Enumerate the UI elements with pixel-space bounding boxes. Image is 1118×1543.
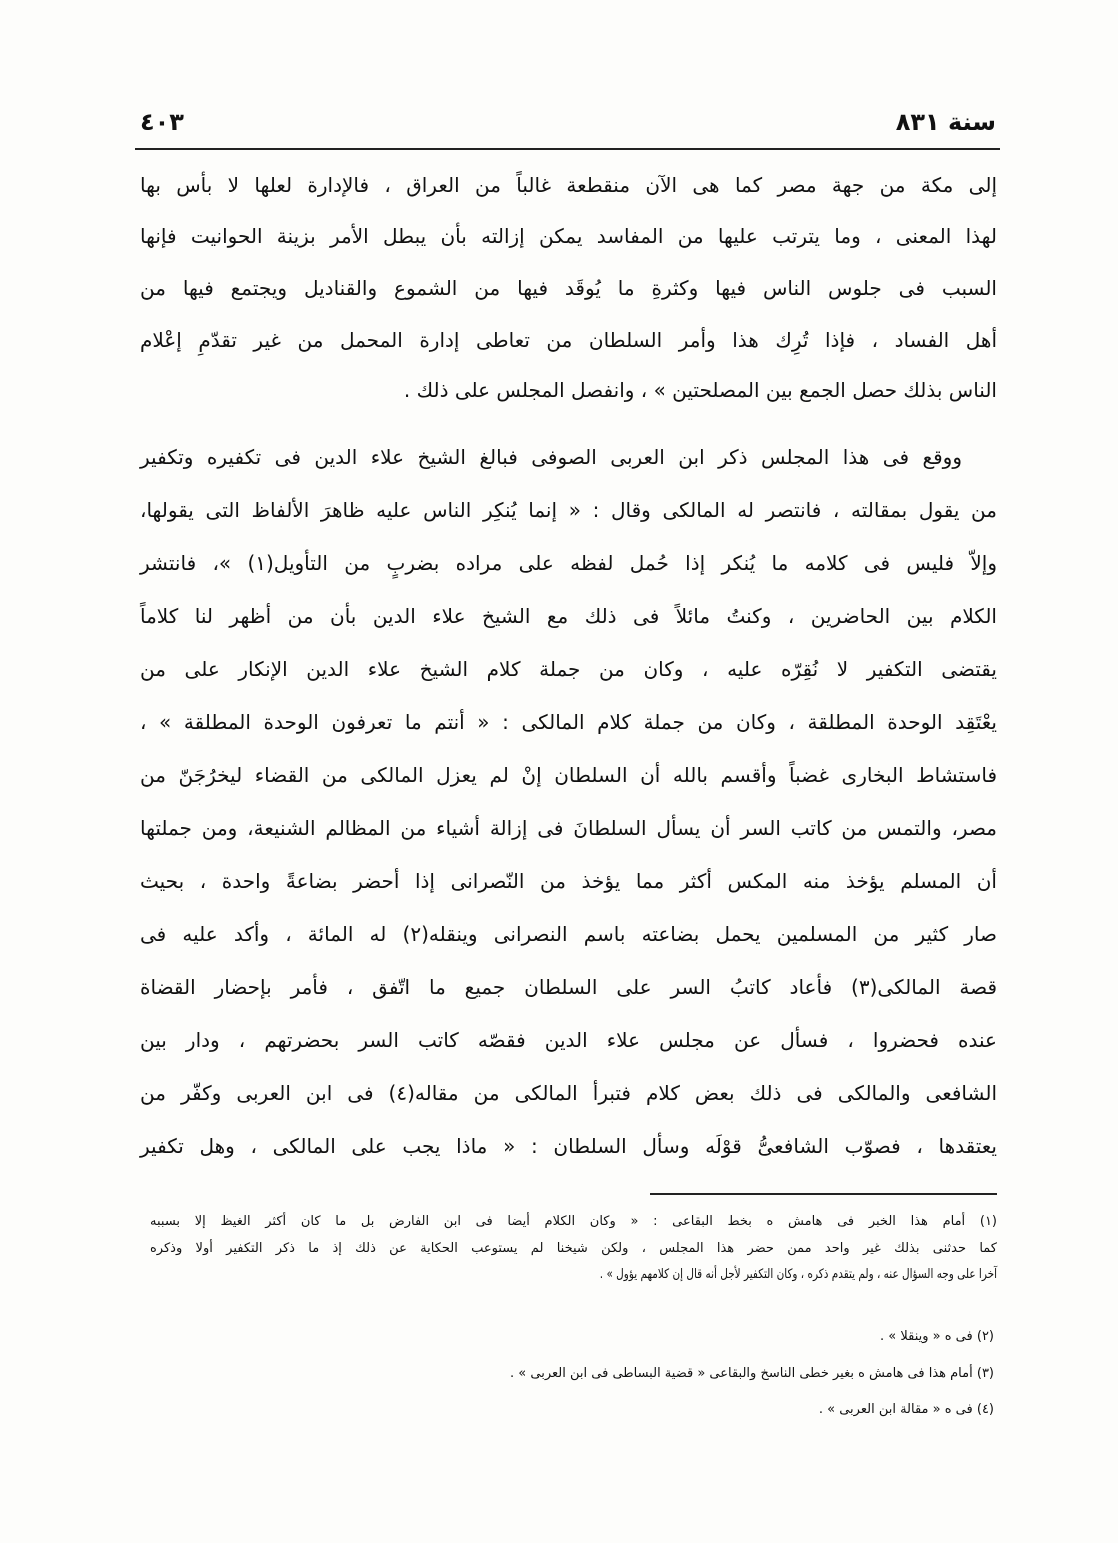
footnote-4: (٤) فى ه « مقالة ابن العربى » .	[818, 1402, 994, 1417]
text-line: قصة المالكى(٣) فأعاد كاتبُ السر على السلطان جميع ما اتّفق ، فأمر بإحضار القضاة	[140, 975, 998, 999]
text-line: مصر، والتمس من كاتب السر أن يسأل السلطانَ فى إزالة أشياء من المظالم الشنيعة، ومن جملتها	[140, 816, 997, 840]
text-line: السبب فى جلوس الناس فيها وكثرةِ ما يُوقَد فيها من الشموع والقناديل ويجتمع فيها من	[140, 276, 997, 300]
text-line: يقتضى التكفير لا نُقِرّه عليه ، وكان من جملة كلام الشيخ علاء الدين الإنكار على من	[140, 657, 997, 681]
footnote-rule	[650, 1193, 997, 1195]
text-line: عنده فحضروا ، فسأل عن مجلس علاء الدين فقصّه كاتب السر بحضرتهم ، ودار بين	[140, 1028, 997, 1052]
text-line: من يقول بمقالته ، فانتصر له المالكى وقال : « إنما يُنكِر الناس عليه ظاهرَ الألفاظ التى يقولها،	[140, 498, 997, 522]
text-line: الشافعى والمالكى فى ذلك بعض كلام فتبرأ المالكى من مقاله(٤) فى ابن العربى وكفّر من	[140, 1081, 997, 1105]
text-line: لهذا المعنى ، وما يترتب عليها من المفاسد يمكن إزالته بأن يبطل الأمر بزينة الحوانيت فإنها	[140, 224, 997, 248]
page-number: ٤٠٣	[140, 108, 184, 136]
text-line: الناس بذلك حصل الجمع بين المصلحتين » ، وانفصل المجلس على ذلك .	[403, 378, 997, 402]
footnote-1-line: كما حدثنى بذلك غير واحد ممن حضر هذا المجلس ، ولكن شيخنا لم يستوعب الحكاية عن ذلك إذ ما ذكر التكفير أولا وذكره	[150, 1241, 997, 1256]
text-line: يعْتَقِد الوحدة المطلقة ، وكان من جملة كلام المالكى : « أنتم ما تعرفون الوحدة المطلقة » ،	[140, 710, 997, 734]
text-line: يعتقدها ، فصوّب الشافعىُّ قوْلَه وسأل السلطان : « ماذا يجب على المالكى ، وهل تكفير	[140, 1134, 997, 1158]
running-head-year: سنة ٨٣١	[895, 108, 996, 136]
text-line: صار كثير من المسلمين يحمل بضاعته باسم النصرانى وينقله(٢) له المائة ، وأكد عليه فى	[140, 922, 997, 946]
text-line: أن المسلم يؤخذ منه المكس أكثر مما يؤخذ من النّصرانى إذا أحضر بضاعةً واحدة ، بحيث	[140, 869, 997, 893]
footnote-1-line: آخرا على وجه السؤال عنه ، ولم يتقدم ذكره ، وكان التكفير لأجل أنه قال إن كلامهم يؤول » .	[599, 1267, 997, 1282]
text-line: الكلام بين الحاضرين ، وكنتُ مائلاً فى ذلك مع الشيخ علاء الدين بأن من أظهر لنا كلاماً	[140, 604, 997, 628]
text-line: ووقع فى هذا المجلس ذكر ابن العربى الصوفى فبالغ الشيخ علاء الدين فى تكفيره وتكفير	[140, 445, 962, 469]
text-line: فاستشاط البخارى غضباً وأقسم بالله أن السلطان إنْ لم يعزل المالكى من القضاء ليخرُجَنّ من	[140, 763, 997, 787]
text-line: أهل الفساد ، فإذا تُرِك هذا وأمر السلطان من تعاطى إدارة المحمل من غير تقدّمِ إعْلام	[140, 328, 997, 352]
header-rule	[135, 148, 1000, 150]
footnote-3: (٣) أمام هذا فى هامش ه بغير خطى الناسخ والبقاعى « قضية البساطى فى ابن العربى » .	[510, 1366, 994, 1381]
text-line: وإلاّ فليس فى كلامه ما يُنكر إذا حُمل لفظه على مراده بضربٍ من التأويل(١) »، فانتشر	[140, 551, 997, 575]
footnote-1-line: (١) أمام هذا الخبر فى هامش ه بخط البقاعى : « وكان الكلام أيضا فى ابن الفارض بل ما كان أكثر الغيظ إلا بسببه	[150, 1214, 997, 1229]
text-line: إلى مكة من جهة مصر كما هى الآن منقطعة غالباً من العراق ، فالإدارة لعلها لا بأس بها	[140, 173, 997, 197]
footnote-2: (٢) فى ه « وينقلا » .	[880, 1329, 994, 1344]
